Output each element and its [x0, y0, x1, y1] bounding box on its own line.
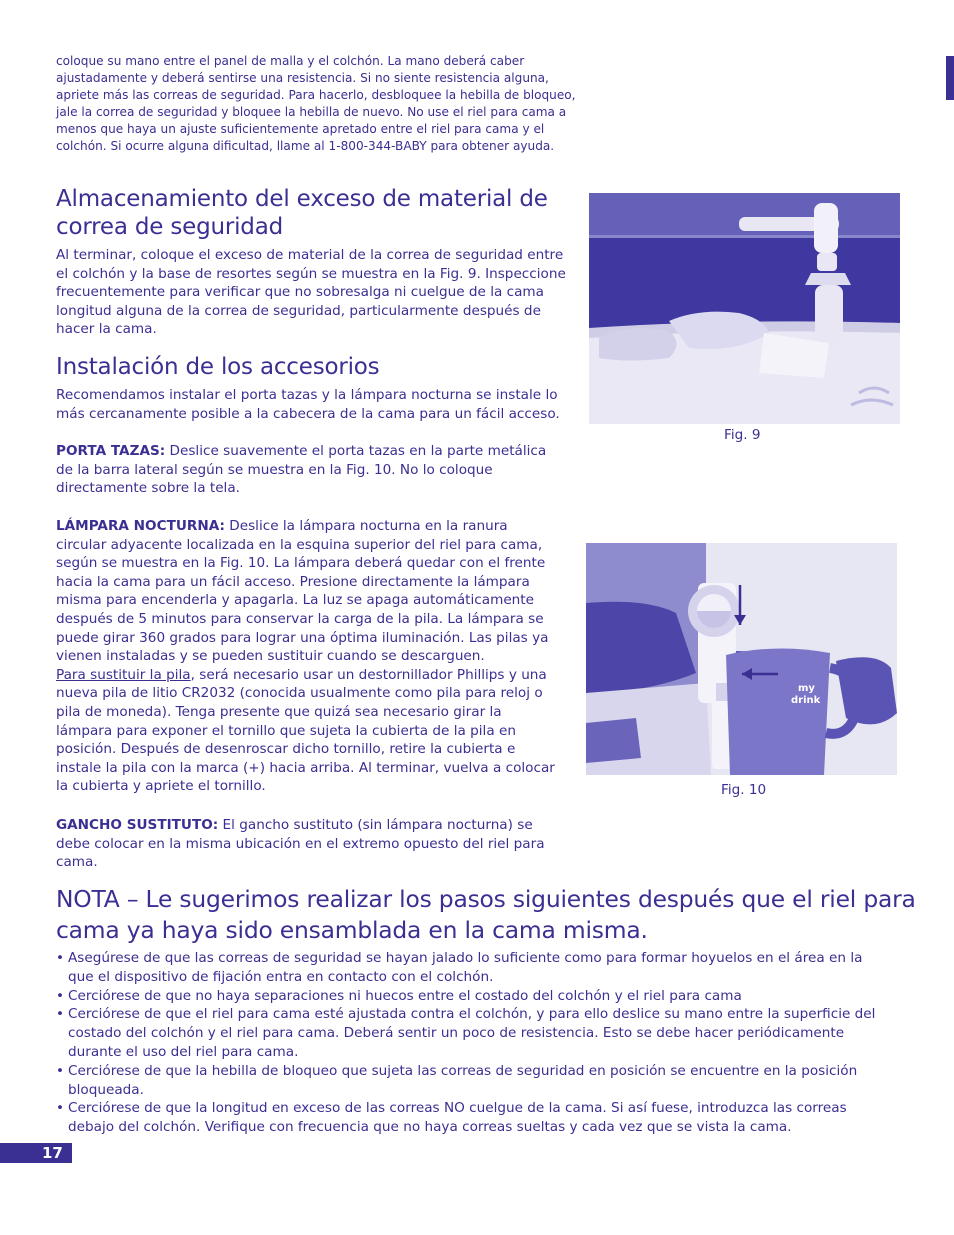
page-number	[0, 1143, 72, 1163]
note-bullet: • Cerciórese de que la longitud en exceso de las correas NO cuelgue de la cama. Si así fuese, introduzca las correas debajo del colchón. Verifique con frecuencia que no haya correas sueltas y cada vez que se vista la cama.	[56, 1099, 888, 1137]
cup-holder-label: PORTA TAZAS:	[56, 443, 166, 459]
hook-text: El gancho sustituto (sin lámpara nocturna) se debe colocar en la misma ubicación en el extremo opuesto del riel para cama.	[56, 817, 545, 871]
figure-9-photo	[589, 193, 900, 424]
figure-9-illustration	[589, 193, 900, 424]
battery-label: Para sustituir la pila	[56, 666, 191, 683]
section-tab-marker	[946, 56, 954, 100]
figure-10-illustration	[586, 543, 897, 775]
night-light-paragraph	[56, 517, 561, 796]
note-bullet: • Asegúrese de que las correas de seguridad se hayan jalado lo suficiente como para formar hoyuelos en el área en la que el dispositivo de fijación entra en contacto con el colchón.	[56, 949, 888, 987]
intro-paragraph: coloque su mano entre el panel de malla y el colchón. La mano deberá caber ajustadamente y deberá sentirse una resistencia. Si no siente resistencia alguna, apriete más las correas de seguridad. Para hacerlo, desbloquee la hebilla de bloqueo, jale la correa de seguridad y bloquee la hebilla de nuevo. No use el riel para cama a menos que haya un ajuste suficientemente apretado entre el riel para cama y el colchón. Si ocurre alguna dificultad, llame al 1-800-344-BABY para obtener ayuda.	[56, 54, 576, 153]
storage-body: Al terminar, coloque el exceso de material de la correa de seguridad entre el colchón y la base de resortes según se muestra en la Fig. 9. Inspeccione frecuentemente para verificar que no sobresalga ni cuelgue de la cama longitud alguna de la correa de seguridad, particularmente después de hacer la cama.	[56, 247, 566, 338]
figure-10-caption: Fig. 10	[721, 782, 767, 798]
accessories-intro: Recomendamos instalar el porta tazas y la lámpara nocturna se instale lo más cercanamente posible a la cabecera de la cama para un fácil acceso.	[56, 387, 560, 422]
storage-heading: Almacenamiento del exceso de material de correa de seguridad	[56, 186, 548, 240]
hook-label: GANCHO SUSTITUTO:	[56, 817, 219, 833]
note-bullet: • Cerciórese de que el riel para cama esté ajustada contra el colchón, y para ello deslice su mano entre la superficie del costado del colchón y el riel para cama. Deberá sentir un poco de resistencia. Esto se debe hacer periódicamente durante el uso del riel para cama.	[56, 1005, 888, 1061]
note-bullet: • Cerciórese de que no haya separaciones ni huecos entre el costado del colchón y el riel para cama	[56, 987, 888, 1006]
cup-brand-line1: my	[798, 683, 815, 694]
cup-holder-text: Deslice suavemente el porta tazas en la parte metálica de la barra lateral según se muestra en la Fig. 10. No lo coloque directamente sobre la tela.	[56, 443, 547, 497]
night-light-label: LÁMPARA NOCTURNA:	[56, 518, 225, 534]
hook-paragraph	[56, 816, 556, 872]
note-heading: NOTA – Le sugerimos realizar los pasos siguientes después que el riel para cama ya haya sido ensamblada en la cama misma.	[56, 885, 916, 944]
night-light-text: Deslice la lámpara nocturna en la ranura circular adyacente localizada en la esquina superior del riel para cama, según se muestra en la Fig. 10. La lámpara deberá quedar con el frente hacia la cama para un fácil acceso. Presione directamente la lámpara misma para encenderla y apagarla. La luz se apaga automáticamente después de 5 minutos para conservar la carga de la pila. La lámpara se puede girar 360 grados para lograr una óptima iluminación. Las pilas ya vienen instaladas y se pueden sustituir cuando se descarguen.	[56, 518, 549, 665]
figure-9-caption: Fig. 9	[724, 427, 761, 443]
note-bullet: • Cerciórese de que la hebilla de bloqueo que sujeta las correas de seguridad en posición se encuentre en la posición bloqueada.	[56, 1062, 888, 1100]
note-bullet-list	[56, 949, 888, 1137]
cup-brand-line2: drink	[791, 695, 821, 706]
figure-10-photo	[586, 543, 897, 775]
battery-text: , será necesario usar un destornillador Phillips y una nueva pila de litio CR2032 (conocida usualmente como pila para reloj o pila de moneda). Tenga presente que quizá sea necesario girar la lámpara para exponer el tornillo que sujeta la cubierta de la pila en posición. Después de desenroscar dicho tornillo, retire la cubierta e instale la pila con la marca (+) hacia arriba. Al terminar, vuelva a colocar la cubierta y apriete el tornillo.	[56, 666, 555, 795]
accessories-heading: Instalación de los accesorios	[56, 354, 380, 380]
cup-holder-paragraph	[56, 442, 566, 498]
page-number-text: 17	[42, 1144, 63, 1162]
